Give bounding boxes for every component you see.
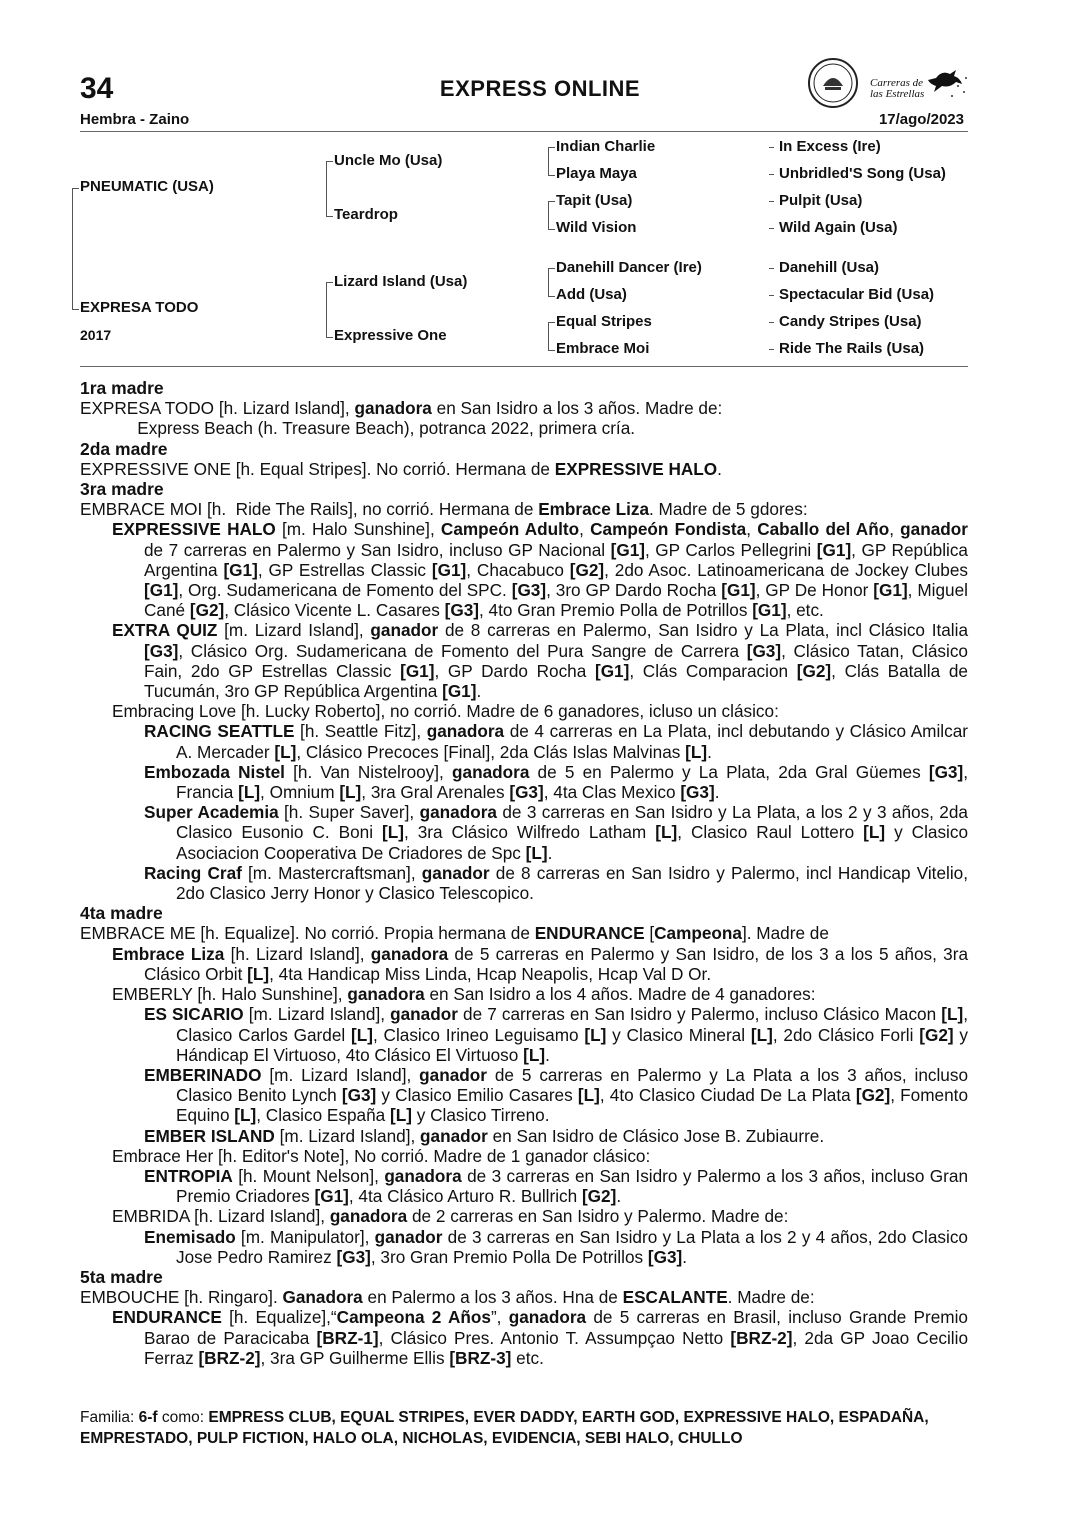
record-paragraph: EMBRIDA [h. Lizard Island], ganadora de 2 carreras en San Isidro y Palermo. Madre de:	[112, 1206, 789, 1227]
ancestor-g4-4: Wild Again (Usa)	[779, 219, 898, 236]
dam-sire: Lizard Island (Usa)	[334, 273, 468, 290]
pedigree-bracket	[326, 161, 333, 217]
family-number: 6-f	[138, 1409, 158, 1426]
pedigree-dash	[769, 147, 774, 148]
record-paragraph: Embrace Her [h. Editor's Note], No corrió. Madre de 1 ganador clásico:	[112, 1145, 651, 1166]
dam-dam: Expressive One	[334, 327, 447, 344]
lot-number: 34	[80, 72, 114, 105]
family-line	[80, 1408, 972, 1449]
record-paragraph: ENDURANCE [h. Equalize],“Campeona 2 Años”, ganadora de 5 carreras en Brasil, incluso Grande Premio Barao de Paracicaba [BRZ-1], Clásico Pres. Antonio T. Assumpçao Netto [BRZ-2], 2da GP Joao Cecilio Ferraz [BRZ-2], 3ra GP Guilherme Ellis [BRZ-3] etc.	[112, 1307, 969, 1368]
ancestor-g4-7: Candy Stripes (Usa)	[779, 313, 922, 330]
estrellas-logo-text: Carreras de las Estrellas	[870, 77, 925, 100]
record-paragraph: RACING SEATTLE [h. Seattle Fitz], ganadora de 4 carreras en La Plata, incl debutando y Clásico Amilcar A. Mercader [L], Clásico Precoces [Final], 2da Clás Islas Malvinas [L].	[144, 721, 968, 762]
ancestor-g3-5: Danehill Dancer (Ire)	[556, 259, 702, 276]
ancestor-g4-2: Unbridled'S Song (Usa)	[779, 165, 946, 182]
pedigree-dash	[769, 228, 774, 229]
sire-sire: Uncle Mo (Usa)	[334, 152, 443, 169]
section-heading: 3ra madre	[80, 479, 164, 500]
record-paragraph: ENTROPIA [h. Mount Nelson], ganadora de 3 carreras en San Isidro y Palermo a los 3 años, incluso Gran Premio Criadores [G1], 4ta Clásico Arturo R. Bullrich [G2].	[144, 1165, 969, 1207]
record-paragraph: EMBRACE ME [h. Equalize]. No corrió. Propia hermana de ENDURANCE [Campeona]. Madre de	[80, 923, 829, 944]
pedigree-bracket	[72, 188, 79, 310]
ancestor-g3-6: Add (Usa)	[556, 286, 627, 303]
ancestor-g4-8: Ride The Rails (Usa)	[779, 340, 925, 357]
ancestor-g4-3: Pulpit (Usa)	[779, 192, 863, 209]
ancestor-g3-4: Wild Vision	[556, 219, 637, 236]
record-paragraph: EXTRA QUIZ [m. Lizard Island], ganador de 8 carreras en Palermo, San Isidro y La Plata, incl Clásico Italia [G3], Clásico Org. Sudamericana de Fomento del Pura Sangre de Carrera [G3], Clásico Tatan, Clásico Fain, 2do GP Estrellas Classic [G1], GP Dardo Rocha [G1], Clás Comparacion [G2], Clás Batalla de Tucumán, 3ro GP República Argentina [G1].	[112, 620, 969, 702]
ancestor-g4-6: Spectacular Bid (Usa)	[779, 286, 935, 303]
ancestor-g3-3: Tapit (Usa)	[556, 192, 633, 209]
section-heading: 1ra madre	[80, 378, 164, 398]
family-label: Familia:	[80, 1409, 135, 1426]
ancestor-g4-5: Danehill (Usa)	[779, 259, 880, 276]
record-paragraph: Embracing Love [h. Lucky Roberto], no corrió. Madre de 6 ganadores, icluso un clásico:	[112, 701, 779, 722]
record-paragraph: EXPRESSIVE HALO [m. Halo Sunshine], Campeón Adulto, Campeón Fondista, Caballo del Año, ganador de 7 carreras en Palermo y San Isidro, incluso GP Nacional [G1], GP Carlos Pellegrini [G1], GP República Argentina [G1], GP Estrellas Classic [G1], Chacabuco [G2], 2do Asoc. Latinoamericana de Jockey Clubes [G1], Org. Sudamericana de Fomento del SPC. [G3], 3ro GP Dardo Rocha [G1], GP De Honor [G1], Miguel Cané [G2], Clásico Vicente L. Casares [G3], 4to Gran Premio Polla de Potrillos [G1], etc.	[112, 519, 969, 621]
record-paragraph: Embozada Nistel [h. Van Nistelrooy], ganadora de 5 en Palermo y La Plata, 2da Gral Güemes [G3], Francia [L], Omnium [L], 3ra Gral Arenales [G3], 4ta Clas Mexico [G3].	[144, 761, 968, 803]
sale-date: 17/ago/2023	[878, 111, 964, 128]
sex-color: Hembra - Zaino	[80, 111, 190, 128]
record-paragraph: EMBERINADO [m. Lizard Island], ganador de 5 carreras en Palermo y La Plata a los 3 años, incluso Clasico Benito Lynch [G3] y Clasico Emilio Casares [L], 4to Clasico Ciudad De La Plata [G2], Fomento Equino [L], Clasico España [L] y Clasico Tirreno.	[144, 1064, 968, 1126]
record-paragraph: EXPRESSIVE ONE [h. Equal Stripes]. No corrió. Hermana de EXPRESSIVE HALO.	[80, 458, 722, 479]
section-heading: 4ta madre	[80, 903, 163, 924]
record-paragraph: ES SICARIO [m. Lizard Island], ganador de 7 carreras en San Isidro y Palermo, incluso Clásico Macon [L], Clasico Carlos Gardel [L], Clasico Irineo Leguisamo [L] y Clasico Mineral [L], 2do Clásico Forli [G2] y Hándicap El Virtuoso, 4to Clásico El Virtuoso [L].	[144, 1004, 969, 1065]
pedigree-bracket	[326, 282, 333, 338]
record-paragraph: Enemisado [m. Manipulator], ganador de 3 carreras en San Isidro y La Plata a los 2 y 4 años, 2do Clasico Jose Pedro Ramirez [G3], 3ro Gran Premio Polla De Potrillos [G3].	[144, 1226, 968, 1267]
record-paragraph: EMBER ISLAND [m. Lizard Island], ganador en San Isidro de Clásico Jose B. Zubiaurre.	[144, 1125, 825, 1146]
sire: PNEUMATIC (USA)	[80, 178, 214, 195]
record-paragraph: Embrace Liza [h. Lizard Island], ganadora de 5 carreras en Palermo y San Isidro, de los 3 a los 5 años, 3ra Clásico Orbit [L], 4ta Handicap Miss Linda, Hcap Neapolis, Hcap Val D Or.	[112, 943, 969, 984]
pedigree-dash	[769, 295, 774, 296]
section-heading: 2da madre	[80, 438, 168, 459]
pedigree-bracket	[548, 322, 555, 351]
birth-year: 2017	[80, 327, 112, 343]
pedigree-bracket	[548, 268, 555, 297]
record-paragraph: Racing Craf [m. Mastercraftsman], ganador de 8 carreras en San Isidro y Palermo, incl Handicap Vitelio, 2do Clasico Jerry Honor y Clasico Telescopico.	[144, 862, 968, 904]
record-paragraph: Super Academia [h. Super Saver], ganadora de 3 carreras en San Isidro y La Plata, a los 2 y 3 años, 2da Clasico Eusonio C. Boni [L], 3ra Clásico Wilfredo Latham [L], Clasico Raul Lottero [L] y Clasico Asociacion Cooperativa De Criadores de Spc [L].	[144, 802, 969, 863]
ancestor-g3-8: Embrace Moi	[556, 340, 650, 357]
pedigree-bracket	[548, 201, 555, 230]
section-heading: 5ta madre	[80, 1266, 163, 1287]
pedigree-dash	[769, 349, 774, 350]
ancestor-g3-2: Playa Maya	[556, 165, 637, 182]
pedigree-table	[0, 0, 1080, 370]
record-paragraph: EMBERLY [h. Halo Sunshine], ganadora en San Isidro a los 4 años. Madre de 4 ganadores:	[112, 984, 816, 1005]
record-paragraph: EMBOUCHE [h. Ringaro]. Ganadora en Palermo a los 3 años. Hna de ESCALANTE. Madre de:	[80, 1287, 815, 1308]
family-como: como:	[161, 1409, 205, 1426]
record-paragraph: EXPRESA TODO [h. Lizard Island], ganadora en San Isidro a los 3 años. Madre de:	[80, 398, 723, 419]
pedigree-dash	[769, 201, 774, 202]
sire-dam: Teardrop	[334, 206, 398, 223]
pedigree-dash	[769, 268, 774, 269]
ancestor-g3-1: Indian Charlie	[556, 138, 656, 155]
family-names: EMPRESS CLUB, EQUAL STRIPES, EVER DADDY, EARTH GOD, EXPRESSIVE HALO, ESPADAÑA, EMPRESTADO, PULP FICTION, HALO OLA, NICHOLAS, EVIDENCIA, SEBI HALO, CHULLO	[80, 1409, 929, 1447]
pedigree-bracket	[548, 147, 555, 176]
pedigree-dash	[769, 322, 774, 323]
horse-name: EXPRESS ONLINE	[439, 76, 641, 101]
record-paragraph: Express Beach (h. Treasure Beach), potranca 2022, primera cría.	[80, 418, 636, 439]
ancestor-g3-7: Equal Stripes	[556, 313, 652, 330]
pedigree-dash	[769, 174, 774, 175]
dam: EXPRESA TODO	[80, 299, 199, 316]
pedigree-rule	[80, 366, 968, 367]
ancestor-g4-1: In Excess (Ire)	[779, 138, 881, 155]
produce-record	[80, 378, 968, 1368]
record-paragraph: EMBRACE MOI [h. Ride The Rails], no corrió. Hermana de Embrace Liza. Madre de 5 gdores:	[80, 499, 808, 520]
